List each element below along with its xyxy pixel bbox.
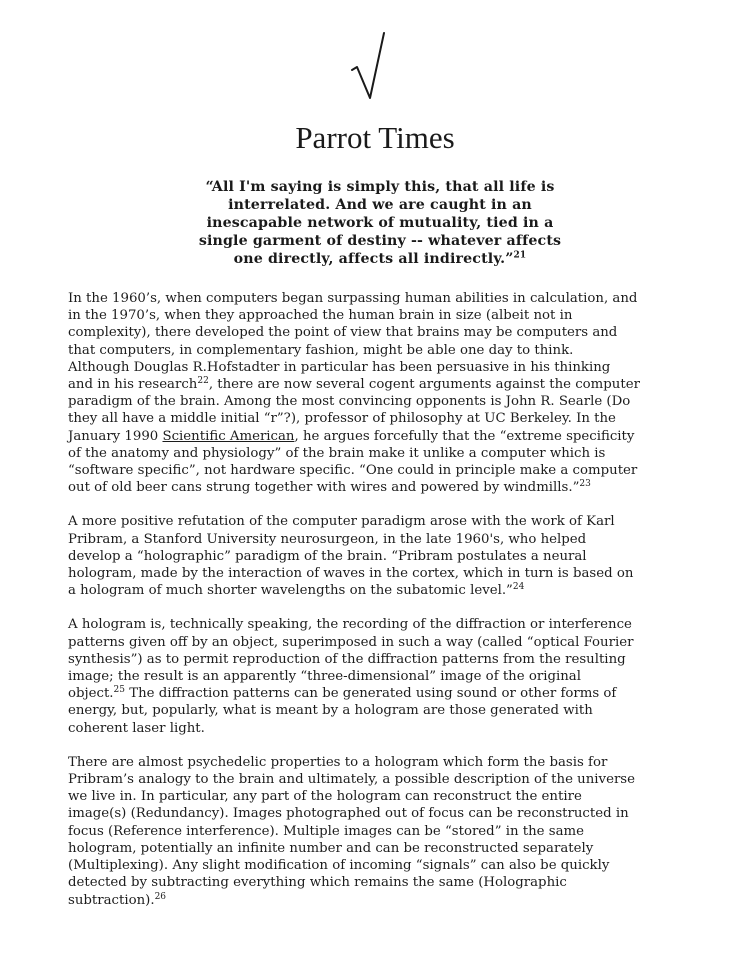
quote-line: “All I'm saying is simply this, that all life is [205,179,555,195]
quote-line [160,250,600,268]
footnote-ref: 25 [113,685,125,696]
text-line [68,685,700,702]
text-segment: out of old beer cans strung together with wires and powered by windmills.” [68,480,580,496]
text-line: that computers, in complementary fashion, might be able one day to think. [68,342,574,358]
text-line: A more positive refutation of the computer paradigm arose with the work of Karl [68,514,615,530]
quote-line: single garment of destiny -- whatever affects [198,233,562,249]
quote-line: interrelated. And we are caught in an [228,197,532,213]
handwritten-check-mark [348,30,398,105]
text-segment: , he argues forcefully that the “extreme specificity [294,428,635,444]
text-line: develop a “holographic” paradigm of the brain. “Pribram postulates a neural [68,548,587,564]
footnote-ref: 21 [513,250,527,261]
text-line: they all have a middle initial “r”?), professor of philosophy at UC Berkeley. In the [68,411,616,427]
text-line: Pribram’s analogy to the brain and ultimately, a possible description of the universe [68,772,635,788]
text-line [68,428,700,445]
text-segment: The diffraction patterns can be generated using sound or other forms of [124,686,617,702]
text-line: hologram, potentially an infinite number and can be reconstructed separately [68,840,594,856]
text-segment: and in his research [68,377,198,393]
page-title: Parrot Times [295,120,455,155]
text-line: detected by subtracting everything which remains the same (Holographic [68,875,567,891]
text-line: synthesis”) as to permit reproduction of the diffraction patterns from the resulting [68,651,626,667]
text-line: focus (Reference interference). Multiple images can be “stored” in the same [68,823,584,839]
text-segment: object. [68,686,114,702]
paragraph [68,754,700,909]
paragraph [68,290,700,496]
text-line: we live in. In particular, any part of the hologram can reconstruct the entire [68,789,582,805]
text-line: energy, but, popularly, what is meant by a hologram are those generated with [68,703,593,719]
text-line [68,582,700,599]
paragraph [68,616,700,736]
text-line: Pribram, a Stanford University neurosurgeon, in the late 1960's, who helped [68,531,587,547]
text-line: coherent laser light. [68,720,205,736]
footnote-ref: 23 [579,479,591,490]
text-line [68,892,700,909]
text-line: In the 1960’s, when computers began surpassing human abilities in calculation, and [68,291,638,306]
paragraph [68,513,700,599]
text-line: complexity), there developed the point of view that brains may be computers and [68,325,618,341]
text-line: (Multiplexing). Any slight modification of incoming “signals” can also be quickly [68,858,610,874]
text-segment: a hologram of much shorter wavelengths on the subatomic level.” [68,583,513,599]
quote-line: inescapable network of mutuality, tied in a [206,215,554,231]
footnote-ref: 26 [154,891,167,902]
text-line: image(s) (Redundancy). Images photographed out of focus can be reconstructed in [68,806,629,822]
footnote-ref: 22 [197,376,209,387]
text-segment: January 1990 [68,428,163,444]
text-line [68,376,700,393]
text-segment: subtraction). [68,892,155,908]
text-line [68,479,700,496]
text-line: There are almost psychedelic properties to a hologram which form the basis for [68,754,608,770]
text-line: patterns given off by an object, superimposed in such a way (called “optical Fourier [68,634,634,650]
footnote-ref: 24 [512,582,525,593]
text-line: paradigm of the brain. Among the most convincing opponents is John R. Searle (Do [68,394,631,410]
text-segment: , there are now several cogent arguments against the computer [208,377,640,393]
text-line: hologram, made by the interaction of waves in the cortex, which in turn is based on [68,566,634,582]
text-line: Although Douglas R.Hofstadter in particular has been persuasive in his thinking [68,359,611,375]
epigraph-quote [160,178,600,268]
body-text [68,290,700,926]
text-line: image; the result is an apparently “three-dimensional” image of the original [68,669,581,685]
text-line: of the anatomy and physiology” of the brain make it unlike a computer which is [68,445,606,461]
quote-line-text: one directly, affects all indirectly.” [233,251,514,267]
text-line: A hologram is, technically speaking, the recording of the diffraction or interference [68,617,632,633]
publication-title: Scientific American [162,428,295,444]
text-line: in the 1970’s, when they approached the human brain in size (albeit not in [68,308,573,324]
text-line: “software specific”, not hardware specific. “One could in principle make a computer [68,463,638,479]
